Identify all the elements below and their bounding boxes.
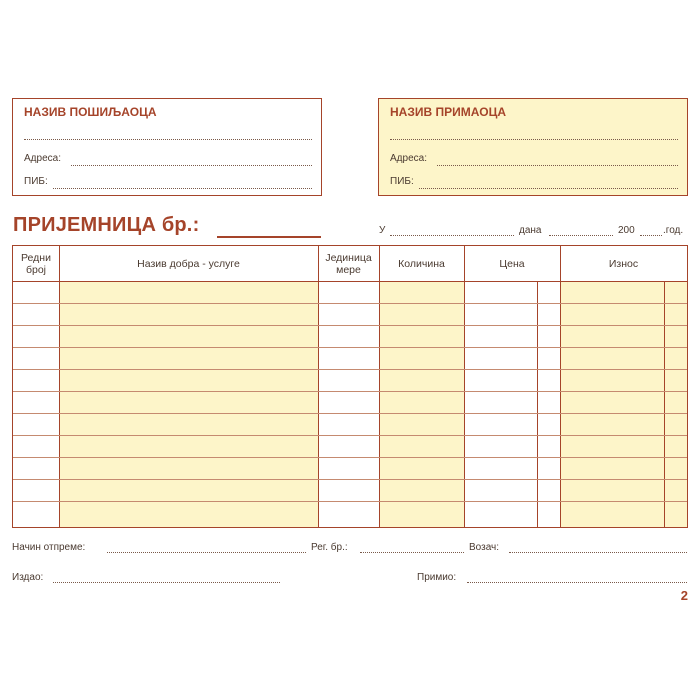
day-label: дана — [519, 225, 542, 236]
row-line — [13, 435, 687, 436]
sender-box — [12, 98, 322, 196]
recipient-name-line[interactable] — [390, 139, 678, 140]
row-line — [13, 457, 687, 458]
day-line[interactable] — [549, 235, 613, 236]
row-line — [13, 391, 687, 392]
received-line[interactable] — [467, 582, 687, 583]
recipient-address-line[interactable] — [437, 165, 678, 166]
issued-line[interactable] — [53, 582, 280, 583]
col-divider — [464, 246, 465, 527]
reg-label: Рег. бр.: — [311, 542, 348, 553]
issued-label: Издао: — [12, 572, 44, 583]
quantity-column-fill — [379, 282, 464, 527]
header-row-number-line2: број — [25, 263, 47, 276]
goods-column-fill — [59, 282, 318, 527]
row-line — [13, 369, 687, 370]
header-unit — [318, 246, 379, 281]
recipient-address-label: Адреса: — [390, 153, 427, 164]
header-quantity: Количина — [398, 257, 445, 270]
row-line — [13, 413, 687, 414]
recipient-title: НАЗИВ ПРИМАОЦА — [390, 105, 506, 119]
row-line — [13, 325, 687, 326]
dispatch-line[interactable] — [107, 552, 306, 553]
header-amount: Износ — [608, 257, 639, 270]
document-number-line[interactable] — [217, 236, 321, 238]
col-divider — [59, 246, 60, 527]
recipient-pib-label: ПИБ: — [390, 176, 414, 187]
col-divider — [560, 246, 561, 527]
year-prefix: 200 — [618, 225, 635, 236]
recipient-pib-line[interactable] — [419, 188, 678, 189]
sender-pib-line[interactable] — [53, 188, 312, 189]
driver-label: Возач: — [469, 542, 500, 553]
header-goods: Назив добра - услуге — [137, 257, 240, 270]
header-price: Цена — [499, 257, 525, 270]
row-line — [13, 347, 687, 348]
document-title: ПРИЈЕМНИЦА бр.: — [13, 214, 200, 236]
received-label: Примио: — [417, 572, 457, 583]
sender-address-line[interactable] — [71, 165, 312, 166]
year-suffix: .год. — [663, 225, 684, 236]
header-unit-line1: Јединица — [325, 251, 372, 264]
row-line — [13, 303, 687, 304]
price-sub-divider — [537, 281, 538, 527]
sender-name-line[interactable] — [24, 139, 312, 140]
page-number: 2 — [680, 588, 688, 603]
col-divider — [379, 246, 380, 527]
header-divider — [13, 281, 687, 282]
header-row-number — [13, 246, 59, 281]
driver-line[interactable] — [509, 552, 687, 553]
amount-sub-divider — [664, 281, 665, 527]
row-line — [13, 501, 687, 502]
items-table — [12, 245, 688, 528]
col-divider — [318, 246, 319, 527]
header-row-number-line1: Редни — [21, 251, 51, 264]
sender-address-label: Адреса: — [24, 153, 61, 164]
reg-line[interactable] — [360, 552, 464, 553]
place-line[interactable] — [390, 235, 514, 236]
year-line[interactable] — [640, 235, 662, 236]
place-prefix: У — [379, 225, 386, 236]
row-line — [13, 479, 687, 480]
dispatch-label: Начин отпреме: — [12, 542, 86, 553]
amount-column-fill — [560, 282, 687, 527]
sender-pib-label: ПИБ: — [24, 176, 48, 187]
sender-title: НАЗИВ ПОШИЉАОЦА — [24, 105, 157, 119]
recipient-box — [378, 98, 688, 196]
header-unit-line2: мере — [336, 263, 361, 276]
